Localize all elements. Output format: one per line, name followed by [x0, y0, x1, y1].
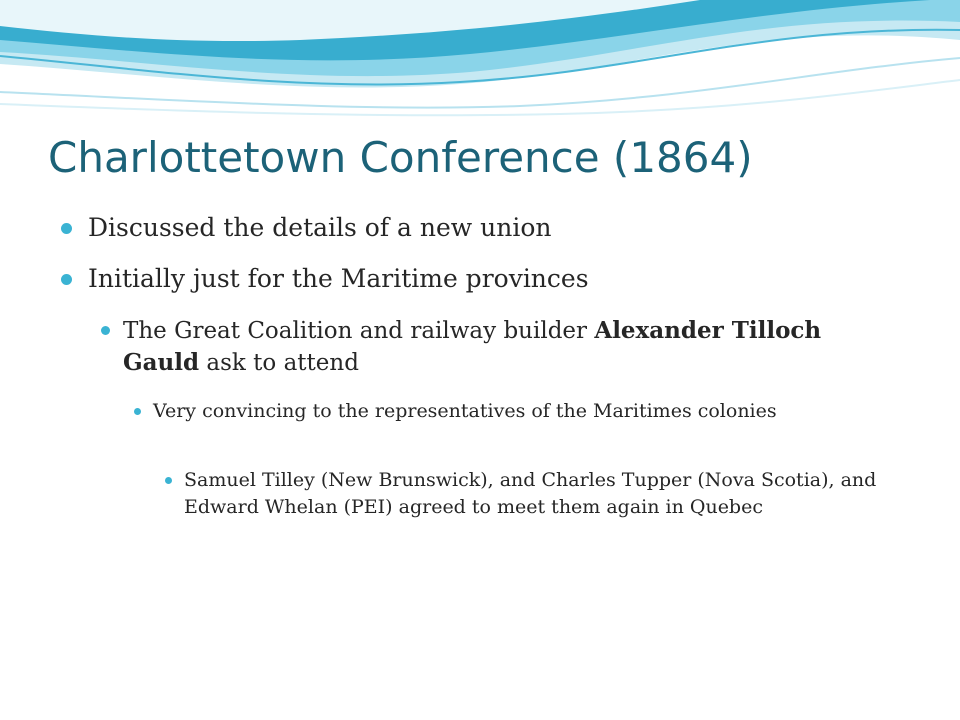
bullet-text: Very convincing to the representatives of the Maritimes colonies	[153, 400, 777, 422]
bullet-level2-coalition	[123, 315, 843, 379]
bullet-dot	[101, 326, 110, 335]
bullet-level4-delegates	[184, 467, 904, 521]
bullet-level1-union	[88, 213, 908, 243]
bullet-text: Samuel Tilley (New Brunswick), and Charles Tupper (Nova Scotia), and Edward Whelan (PEI) agreed to meet them again in Quebec	[184, 469, 877, 518]
bullet-text-bold-name: Alexander Tilloch Gauld	[123, 317, 822, 376]
bullet-dot	[61, 223, 72, 234]
bullet-dot	[165, 477, 172, 484]
slide-title: Charlottetown Conference (1864)	[48, 133, 753, 182]
bullet-text: Initially just for the Maritime provinces	[88, 264, 589, 293]
bullet-text: ask to attend	[199, 350, 359, 376]
bullet-level3-convincing	[153, 398, 843, 424]
bullet-dot	[134, 408, 141, 415]
bullet-level1-maritime	[88, 264, 908, 294]
bullet-dot	[61, 274, 72, 285]
bullet-text: Discussed the details of a new union	[88, 213, 552, 242]
bullet-text: The Great Coalition and railway builder	[123, 318, 595, 344]
